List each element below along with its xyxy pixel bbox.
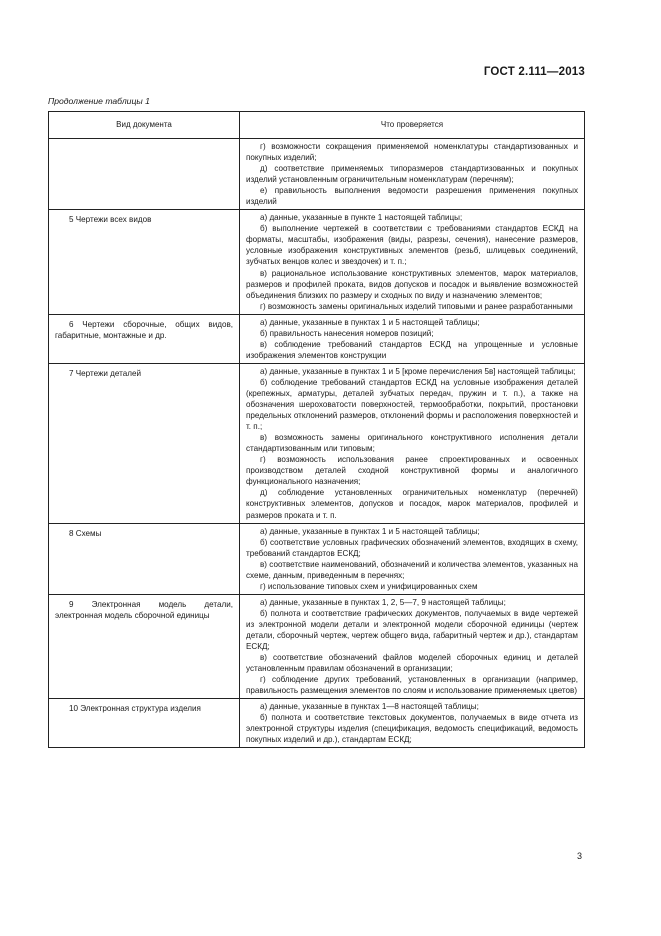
check-item: б) правильность нанесения номеров позиций; (260, 328, 434, 338)
table-row (49, 210, 585, 314)
check-item: в) рациональное использование конструктивных элементов, марок материалов, размеров и профилей проката, видов допусков и посадок и выявление возможностей объединения близких по размеру и сходных по виду и назначению элементов; (246, 268, 578, 300)
document-type-cell (49, 210, 240, 314)
document-type-label: 7 Чертежи деталей (69, 368, 141, 378)
check-item: е) правильность выполнения ведомости разрешения применения покупных изделий (246, 186, 578, 207)
check-item: б) полнота и соответствие текстовых документов, получаемых в виде отчета из электронной структуры изделия (спецификация, ведомость спецификаций, ведомость покупных изделий и др.), стандартам ЕСКД; (246, 713, 578, 745)
table-header-row (49, 112, 585, 139)
check-item: в) соответствие обозначений файлов моделей сборочных единиц и деталей установленным правилам обозначений в организации; (246, 653, 578, 674)
check-item: г) соблюдение других требований, установленных в организации (например, правильность размещения элементов по слоям и использование применяемых цветов) (246, 675, 578, 696)
check-item: а) данные, указанные в пунктах 1, 2, 5—7, 9 настоящей таблицы; (260, 597, 506, 607)
table-row (49, 363, 585, 523)
check-item: г) возможности сокращения применяемой номенклатуры стандартизованных и покупных изделий; (246, 142, 578, 163)
check-item: б) соблюдение требований стандартов ЕСКД на условные изображения деталей (крепежных, арматуры, деталей зубчатых передач, пружин и т. п.), а также на обозначения шероховатости поверхностей, термообработки, покрытий, простановки предельных отклонений размеров, отклонений формы и расположения поверхностей и т. п.; (246, 377, 578, 432)
column-header-document-type: Вид документа (49, 112, 240, 139)
document-type-cell (49, 699, 240, 748)
table-caption: Продолжение таблицы 1 (48, 96, 150, 106)
checks-cell (240, 139, 585, 210)
check-item: в) соответствие наименований, обозначений и количества элементов, указанных на схеме, данным, приведенным в перечнях; (246, 559, 578, 580)
check-item: г) возможность замены оригинальных изделий типовыми и ранее разработанными (260, 301, 573, 311)
checks-cell (240, 699, 585, 748)
check-item: г) использование типовых схем и унифицированных схем (260, 581, 478, 591)
table-row (49, 594, 585, 698)
checks-cell (240, 363, 585, 523)
document-type-cell (49, 523, 240, 594)
document-type-cell (49, 363, 240, 523)
check-table (48, 111, 585, 748)
document-type-label: 6 Чертежи сборочные, общих видов, габаритные, монтажные и др. (55, 319, 233, 340)
check-item: а) данные, указанные в пунктах 1 и 5 настоящей таблицы; (260, 526, 480, 536)
check-item: а) данные, указанные в пунктах 1 и 5 настоящей таблицы; (260, 317, 480, 327)
column-header-checked: Что проверяется (240, 112, 585, 139)
checks-cell (240, 210, 585, 314)
document-code: ГОСТ 2.111—2013 (483, 66, 585, 78)
document-type-label: 10 Электронная структура изделия (69, 704, 201, 714)
document-type-label: 9 Электронная модель детали, электронная модель сборочной единицы (55, 599, 233, 620)
check-item: в) соблюдение требований стандартов ЕСКД на упрощенные и условные изображения элементов конструкции (246, 339, 578, 360)
document-type-label: 5 Чертежи всех видов (69, 215, 152, 225)
document-type-cell (49, 139, 240, 210)
check-item: д) соблюдение установленных ограничительных номенклатур (перечней) конструктивных элементов, допусков и посадок, марок материалов, профилей и размеров проката и т. п. (246, 488, 578, 520)
checks-cell (240, 314, 585, 363)
check-item: б) полнота и соответствие графических документов, получаемых в виде чертежей из электронной модели детали и электронной модели сборочной единицы (чертеж детали, сборочный чертеж, чертеж общего вида, габаритный чертеж и др.), стандартам ЕСКД; (246, 608, 578, 652)
check-item: б) выполнение чертежей в соответствии с требованиями стандартов ЕСКД на форматы, масштабы, изображения (виды, разрезы, сечения), нанесение размеров, условные изображения конструктивных элементов (резьб, шлицевых соединений, зубчатых венцов колес и звездочек) и т. п.; (246, 224, 578, 267)
check-item: а) данные, указанные в пункте 1 настоящей таблицы; (260, 213, 463, 223)
document-type-cell (49, 314, 240, 363)
table-row (49, 139, 585, 210)
checks-cell (240, 523, 585, 594)
check-item: г) возможность использования ранее спроектированных и освоенных производством деталей сходной конструктивной формы и аналогичного функционального назначения; (246, 455, 578, 487)
document-type-cell (49, 594, 240, 698)
page-number: 3 (576, 851, 582, 861)
check-item: б) соответствие условных графических обозначений элементов, входящих в схему, требований стандартов ЕСКД; (246, 537, 578, 558)
table-row (49, 699, 585, 748)
check-item: а) данные, указанные в пунктах 1—8 настоящей таблицы; (260, 702, 479, 712)
document-type-label: 8 Схемы (69, 528, 102, 538)
check-item: а) данные, указанные в пунктах 1 и 5 [кроме перечисления 5в] настоящей таблицы; (260, 366, 576, 376)
checks-cell (240, 594, 585, 698)
check-item: д) соответствие применяемых типоразмеров стандартизованных и покупных изделий установленным ограничительным номенклатурам (перечням); (246, 164, 578, 185)
check-item: в) возможность замены оригинального конструктивного исполнения детали стандартизованным или типовым; (246, 433, 578, 454)
table-row (49, 314, 585, 363)
table-row (49, 523, 585, 594)
